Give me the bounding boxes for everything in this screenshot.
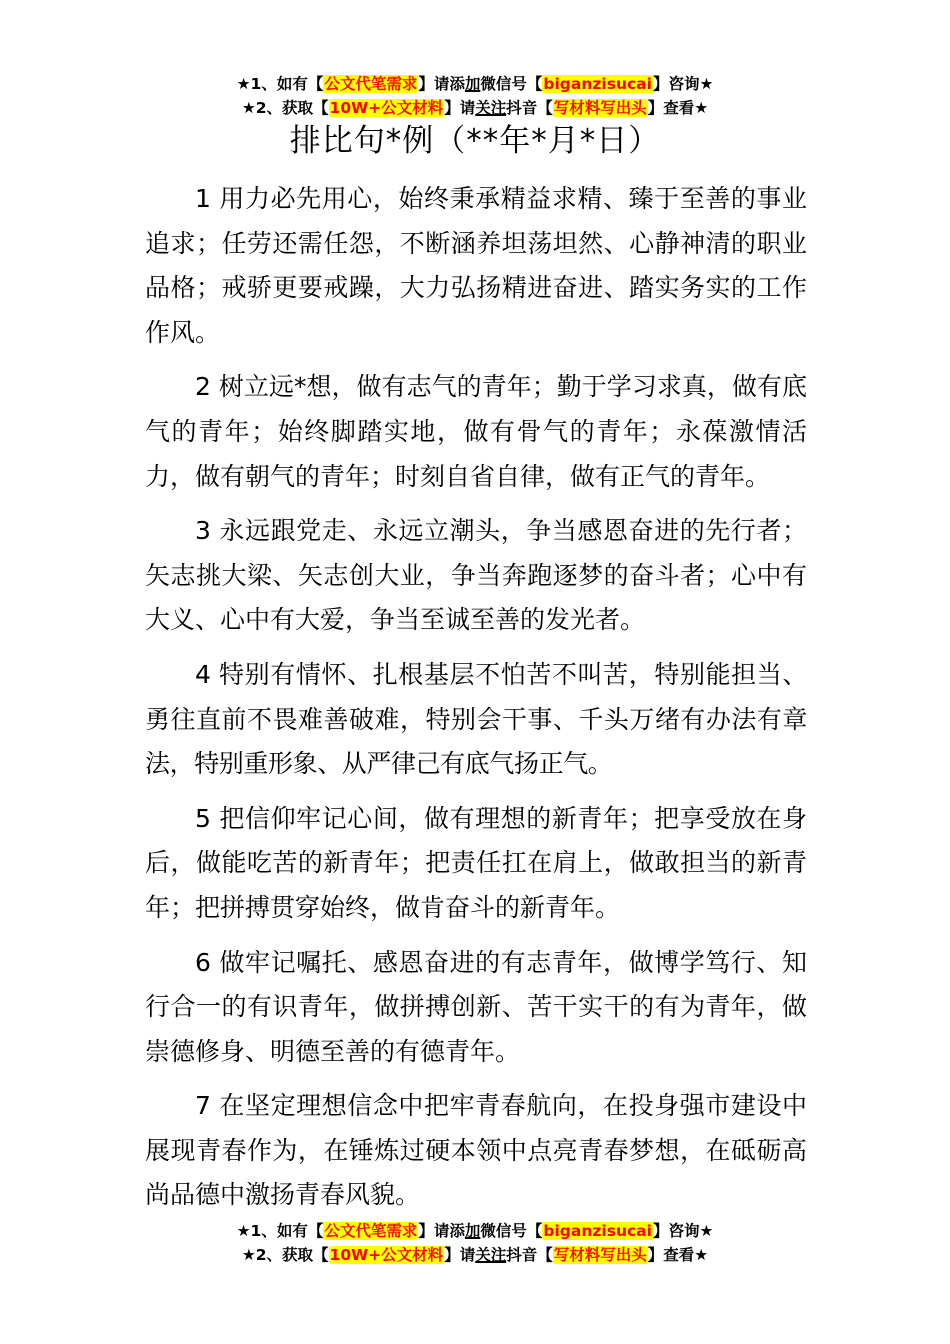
paragraph-5: 5 把信仰牢记心间，做有理想的新青年；把享受放在身后，做能吃苦的新青年；把责任扛在肩上，做敢担当的新青年；把拼搏贯穿始终，做肯奋斗的新青年。 (145, 803, 807, 922)
header-line-1-text: 】请添 (418, 75, 465, 93)
header-line-1-text-2: 微信号【 (480, 75, 543, 93)
footer-line-1-text: 】请添 (418, 1222, 465, 1240)
paragraph-4: 4 特别有情怀、扎根基层不怕苦不叫苦，特别能担当、勇往直前不畏难善破难，特别会干事、千头万绪有办法有章法，特别重形象、从严律己有底气扬正气。 (145, 659, 807, 779)
footer-line-2-suffix: 】查看★ (647, 1246, 709, 1264)
paragraph-2: 2 树立远*想，做有志气的青年；勤于学习求真，做有底气的青年；始终脚踏实地，做有骨气的青年；永葆激情活力，做有朝气的青年；时刻自省自律，做有正气的青年。 (145, 372, 807, 491)
paragraph-7: 7 在坚定理想信念中把牢青春航向，在投身强市建设中展现青春作为，在锤炼过硬本领中点亮青春梦想，在砥砺高尚品德中激扬青春风貌。 (145, 1091, 807, 1210)
footer-line-1 (0, 1219, 950, 1243)
footer-highlight-service: 公文代笔需求 (324, 1222, 418, 1240)
paragraph-1: 1 用力必先用心，始终秉承精益求精、臻于至善的事业追求；任劳还需任怨，不断涵养坦荡坦然、心静神清的职业品格；戒骄更要戒躁，大力弘扬精进奋进、踏实务实的工作作风。 (145, 184, 807, 347)
footer-line-2-prefix: ★2、获取【 (241, 1246, 329, 1264)
header-line-2-suffix: 】查看★ (647, 99, 709, 117)
footer-highlight-wechat-id: biganzisucai (543, 1222, 652, 1240)
footer-line-2-underlined: 关注 (475, 1246, 507, 1264)
footer-line-1-suffix: 】咨询★ (652, 1222, 714, 1240)
header-banner (0, 72, 950, 120)
header-line-2-text-2: 抖音【 (506, 99, 553, 117)
paragraph-6: 6 做牢记嘱托、感恩奋进的有志青年，做博学笃行、知行合一的有识青年，做拼搏创新、苦干实干的有为青年，做崇德修身、明德至善的有德青年。 (145, 947, 807, 1066)
header-highlight-materials: 10W+公文材料 (329, 99, 444, 117)
header-line-2-underlined: 关注 (475, 99, 507, 117)
footer-line-1-underlined: 加 (464, 1222, 481, 1240)
header-line-2 (0, 96, 950, 120)
header-line-1 (0, 72, 950, 96)
footer-highlight-materials: 10W+公文材料 (329, 1246, 444, 1264)
header-line-2-prefix: ★2、获取【 (241, 99, 329, 117)
header-line-2-text: 】请 (444, 99, 476, 117)
document-body (145, 177, 807, 1228)
header-highlight-service: 公文代笔需求 (324, 75, 418, 93)
document-title: 排比句*例（**年*月*日） (289, 123, 661, 159)
header-line-1-prefix: ★1、如有【 (236, 75, 324, 93)
header-line-1-underlined: 加 (464, 75, 481, 93)
paragraph-3: 3 永远跟党走、永远立潮头，争当感恩奋进的先行者；矢志挑大梁、矢志创大业，争当奔跑逐梦的奋斗者；心中有大义、心中有大爱，争当至诚至善的发光者。 (145, 516, 807, 635)
header-highlight-wechat-id: biganzisucai (543, 75, 652, 93)
footer-line-1-text-2: 微信号【 (480, 1222, 543, 1240)
header-line-1-suffix: 】咨询★ (652, 75, 714, 93)
footer-highlight-douyin-id: 写材料写出头 (553, 1246, 647, 1264)
header-highlight-douyin-id: 写材料写出头 (553, 99, 647, 117)
footer-line-2-text-2: 抖音【 (506, 1246, 553, 1264)
footer-banner (0, 1219, 950, 1267)
footer-line-2 (0, 1243, 950, 1267)
footer-line-2-text: 】请 (444, 1246, 476, 1264)
footer-line-1-prefix: ★1、如有【 (236, 1222, 324, 1240)
